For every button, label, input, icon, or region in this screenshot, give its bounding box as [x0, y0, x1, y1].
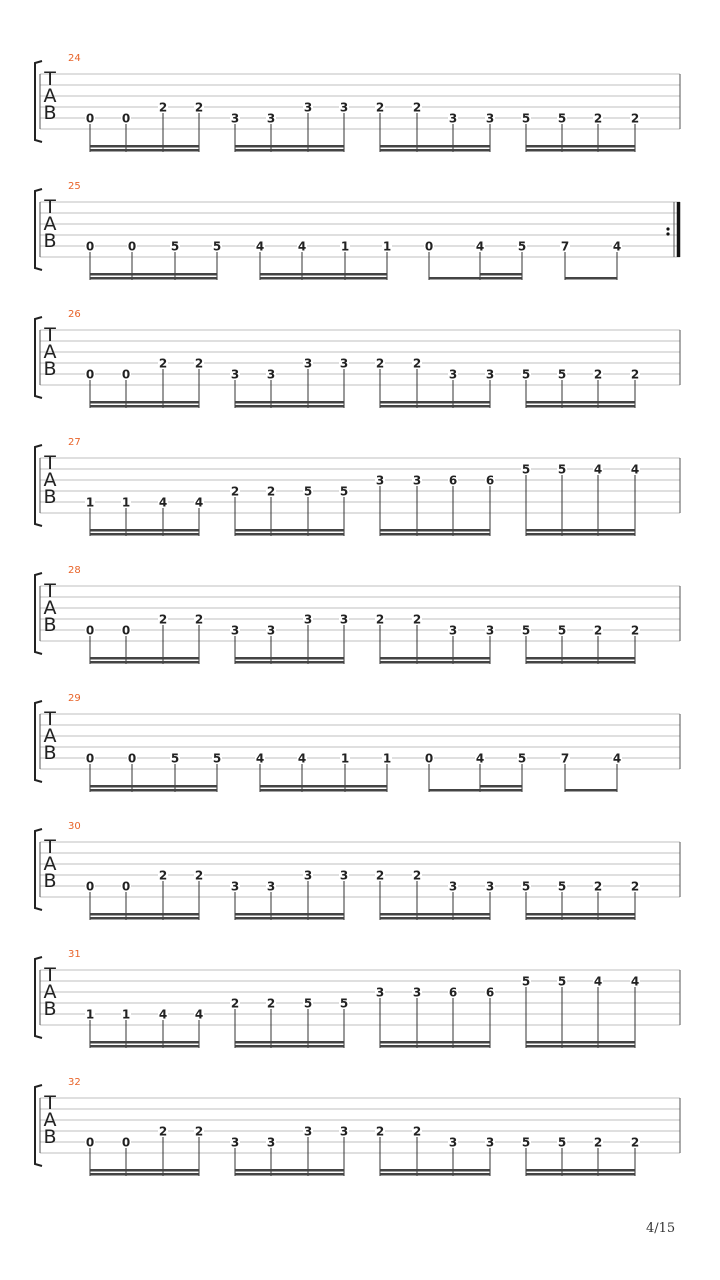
beam: [235, 917, 344, 920]
beam: [235, 149, 344, 152]
fret-number: 2: [266, 996, 276, 1011]
fret-number: 1: [121, 1007, 131, 1022]
beam: [380, 657, 490, 660]
beam: [526, 917, 635, 920]
fret-number: 2: [630, 367, 640, 382]
fret-number: 2: [412, 100, 422, 115]
beam: [235, 1173, 344, 1176]
fret-number: 3: [375, 473, 385, 488]
fret-number: 2: [158, 100, 168, 115]
fret-number: 5: [170, 239, 180, 254]
staff-bracket: [35, 957, 42, 1038]
fret-number: 4: [593, 974, 603, 989]
beam: [235, 405, 344, 408]
tab-letter: T: [44, 452, 56, 474]
fret-number: 0: [85, 1135, 95, 1150]
fret-number: 0: [121, 1135, 131, 1150]
tab-letter: A: [43, 853, 57, 875]
fret-number: 3: [485, 111, 495, 126]
fret-number: 2: [630, 623, 640, 638]
beam: [90, 1041, 199, 1044]
staff-bracket: [35, 189, 42, 270]
beam: [526, 661, 635, 664]
tab-letter: B: [43, 1126, 57, 1148]
fret-number: 5: [557, 462, 567, 477]
beam: [90, 917, 199, 920]
measure-number: 31: [68, 949, 81, 960]
fret-number: 1: [340, 239, 350, 254]
fret-number: 4: [630, 462, 640, 477]
fret-number: 2: [375, 356, 385, 371]
fret-number: 3: [266, 623, 276, 638]
fret-number: 2: [158, 868, 168, 883]
fret-number: 0: [85, 751, 95, 766]
fret-number: 2: [593, 111, 603, 126]
fret-number: 0: [85, 623, 95, 638]
fret-number: 4: [475, 751, 485, 766]
beam: [90, 149, 199, 152]
fret-number: 1: [382, 751, 392, 766]
fret-number: 2: [158, 612, 168, 627]
fret-number: 5: [557, 111, 567, 126]
fret-number: 3: [303, 612, 313, 627]
beam: [90, 533, 199, 536]
fret-number: 0: [127, 239, 137, 254]
beam: [235, 1041, 344, 1044]
fret-number: 2: [412, 612, 422, 627]
fret-number: 3: [375, 985, 385, 1000]
beam: [260, 273, 387, 276]
fret-number: 5: [303, 484, 313, 499]
fret-number: 3: [339, 356, 349, 371]
fret-number: 2: [593, 1135, 603, 1150]
staff-bracket: [35, 61, 42, 142]
beam: [90, 661, 199, 664]
fret-number: 4: [593, 462, 603, 477]
beam: [90, 529, 199, 532]
beam: [526, 533, 635, 536]
tab-letter: A: [43, 597, 57, 619]
fret-number: 0: [121, 623, 131, 638]
beam: [235, 145, 344, 148]
fret-number: 4: [612, 239, 622, 254]
fret-number: 5: [521, 462, 531, 477]
fret-number: 3: [230, 623, 240, 638]
tab-letter: T: [44, 324, 56, 346]
beam: [480, 273, 522, 276]
fret-number: 3: [230, 1135, 240, 1150]
fret-number: 5: [303, 996, 313, 1011]
tab-letter: T: [44, 708, 56, 730]
beam: [526, 913, 635, 916]
beam: [380, 401, 490, 404]
fret-number: 5: [521, 1135, 531, 1150]
beam: [90, 657, 199, 660]
fret-number: 3: [266, 111, 276, 126]
tab-letter: B: [43, 742, 57, 764]
beam: [380, 149, 490, 152]
tab-letter: T: [44, 580, 56, 602]
fret-number: 3: [339, 100, 349, 115]
staff-bracket: [35, 701, 42, 782]
staff-bracket: [35, 829, 42, 910]
beam: [429, 277, 480, 280]
beam: [235, 533, 344, 536]
beam: [90, 913, 199, 916]
fret-number: 2: [230, 484, 240, 499]
fret-number: 3: [448, 623, 458, 638]
fret-number: 2: [630, 1135, 640, 1150]
tab-letter: A: [43, 85, 57, 107]
fret-number: 3: [448, 1135, 458, 1150]
fret-number: 5: [517, 751, 527, 766]
fret-number: 2: [230, 996, 240, 1011]
fret-number: 2: [194, 1124, 204, 1139]
fret-number: 3: [230, 111, 240, 126]
tab-letter: B: [43, 870, 57, 892]
fret-number: 5: [521, 111, 531, 126]
fret-number: 4: [194, 1007, 204, 1022]
fret-number: 2: [194, 100, 204, 115]
beam: [380, 1045, 490, 1048]
beam: [526, 405, 635, 408]
beam: [429, 789, 480, 792]
fret-number: 7: [560, 751, 570, 766]
fret-number: 3: [303, 356, 313, 371]
beam: [480, 785, 522, 788]
beam: [235, 529, 344, 532]
tab-letter: T: [44, 68, 56, 90]
beam: [235, 661, 344, 664]
measure-number: 30: [68, 821, 81, 832]
beam: [90, 1045, 199, 1048]
page-number: 4/15: [646, 1221, 676, 1236]
fret-number: 5: [339, 484, 349, 499]
fret-number: 4: [612, 751, 622, 766]
fret-number: 4: [255, 239, 265, 254]
tab-letter: B: [43, 102, 57, 124]
tab-letter: T: [44, 1092, 56, 1114]
beam: [90, 789, 217, 792]
fret-number: 2: [630, 111, 640, 126]
fret-number: 4: [475, 239, 485, 254]
beam: [90, 273, 217, 276]
fret-number: 2: [412, 868, 422, 883]
tab-letter: A: [43, 981, 57, 1003]
beam: [380, 529, 490, 532]
fret-number: 3: [266, 367, 276, 382]
fret-number: 5: [521, 623, 531, 638]
beam: [526, 1041, 635, 1044]
tab-letter: T: [44, 836, 56, 858]
fret-number: 3: [412, 985, 422, 1000]
repeat-dot: [666, 227, 669, 230]
measure-number: 27: [68, 437, 81, 448]
tab-letter: B: [43, 486, 57, 508]
beam: [380, 913, 490, 916]
beam: [526, 657, 635, 660]
fret-number: 1: [121, 495, 131, 510]
fret-number: 0: [424, 239, 434, 254]
fret-number: 3: [303, 100, 313, 115]
tab-letter: A: [43, 469, 57, 491]
measure-number: 24: [68, 53, 81, 64]
fret-number: 3: [448, 879, 458, 894]
beam: [235, 657, 344, 660]
fret-number: 2: [593, 367, 603, 382]
fret-number: 3: [339, 1124, 349, 1139]
fret-number: 2: [375, 868, 385, 883]
measure-number: 25: [68, 181, 81, 192]
tab-letter: A: [43, 1109, 57, 1131]
beam: [380, 533, 490, 536]
fret-number: 0: [85, 367, 95, 382]
beam: [380, 1169, 490, 1172]
fret-number: 2: [194, 612, 204, 627]
beam: [380, 661, 490, 664]
fret-number: 3: [448, 111, 458, 126]
staff-bracket: [35, 1085, 42, 1166]
staff-bracket: [35, 317, 42, 398]
fret-number: 0: [127, 751, 137, 766]
tab-letter: B: [43, 998, 57, 1020]
fret-number: 6: [485, 473, 495, 488]
beam: [380, 1041, 490, 1044]
fret-number: 2: [194, 356, 204, 371]
fret-number: 3: [339, 868, 349, 883]
beam: [480, 789, 522, 792]
beam: [526, 401, 635, 404]
beam: [565, 277, 617, 280]
tab-letter: B: [43, 358, 57, 380]
fret-number: 4: [297, 751, 307, 766]
fret-number: 3: [339, 612, 349, 627]
beam: [380, 145, 490, 148]
fret-number: 0: [121, 367, 131, 382]
fret-number: 7: [560, 239, 570, 254]
fret-number: 0: [85, 111, 95, 126]
fret-number: 3: [266, 1135, 276, 1150]
beam: [90, 401, 199, 404]
beam: [90, 277, 217, 280]
fret-number: 3: [412, 473, 422, 488]
fret-number: 1: [382, 239, 392, 254]
fret-number: 1: [340, 751, 350, 766]
measure-number: 32: [68, 1077, 81, 1088]
fret-number: 2: [375, 612, 385, 627]
fret-number: 3: [485, 879, 495, 894]
fret-number: 2: [158, 356, 168, 371]
beam: [90, 405, 199, 408]
fret-number: 2: [593, 879, 603, 894]
fret-number: 4: [194, 495, 204, 510]
fret-number: 0: [424, 751, 434, 766]
fret-number: 6: [485, 985, 495, 1000]
fret-number: 2: [630, 879, 640, 894]
beam: [90, 785, 217, 788]
fret-number: 0: [121, 879, 131, 894]
fret-number: 2: [412, 356, 422, 371]
beam: [90, 145, 199, 148]
repeat-dot: [666, 232, 669, 235]
tab-letter: B: [43, 614, 57, 636]
measure-number: 26: [68, 309, 81, 320]
fret-number: 5: [557, 1135, 567, 1150]
beam: [260, 785, 387, 788]
fret-number: 3: [485, 367, 495, 382]
fret-number: 5: [517, 239, 527, 254]
fret-number: 5: [212, 751, 222, 766]
fret-number: 6: [448, 473, 458, 488]
fret-number: 4: [630, 974, 640, 989]
fret-number: 0: [121, 111, 131, 126]
fret-number: 5: [521, 367, 531, 382]
beam: [526, 149, 635, 152]
beam: [260, 789, 387, 792]
fret-number: 2: [158, 1124, 168, 1139]
fret-number: 2: [266, 484, 276, 499]
fret-number: 2: [412, 1124, 422, 1139]
fret-number: 3: [448, 367, 458, 382]
beam: [380, 405, 490, 408]
beam: [565, 789, 617, 792]
fret-number: 3: [485, 1135, 495, 1150]
fret-number: 5: [339, 996, 349, 1011]
fret-number: 2: [375, 100, 385, 115]
tab-letter: T: [44, 964, 56, 986]
tab-letter: T: [44, 196, 56, 218]
fret-number: 1: [85, 1007, 95, 1022]
tab-letter: B: [43, 230, 57, 252]
fret-number: 2: [375, 1124, 385, 1139]
fret-number: 0: [85, 879, 95, 894]
beam: [526, 1045, 635, 1048]
tab-letter: A: [43, 725, 57, 747]
fret-number: 3: [230, 879, 240, 894]
beam: [235, 1045, 344, 1048]
beam: [526, 1173, 635, 1176]
fret-number: 5: [521, 974, 531, 989]
fret-number: 0: [85, 239, 95, 254]
fret-number: 5: [521, 879, 531, 894]
fret-number: 3: [230, 367, 240, 382]
beam: [526, 1169, 635, 1172]
fret-number: 5: [212, 239, 222, 254]
fret-number: 5: [557, 367, 567, 382]
fret-number: 4: [158, 1007, 168, 1022]
fret-number: 5: [557, 974, 567, 989]
fret-number: 1: [85, 495, 95, 510]
fret-number: 4: [255, 751, 265, 766]
beam: [90, 1169, 199, 1172]
beam: [235, 1169, 344, 1172]
fret-number: 4: [297, 239, 307, 254]
beam: [526, 529, 635, 532]
beam: [235, 401, 344, 404]
staff-bracket: [35, 573, 42, 654]
tab-letter: A: [43, 213, 57, 235]
fret-number: 5: [557, 879, 567, 894]
fret-number: 3: [485, 623, 495, 638]
fret-number: 3: [303, 1124, 313, 1139]
measure-number: 29: [68, 693, 81, 704]
measure-number: 28: [68, 565, 81, 576]
tab-letter: A: [43, 341, 57, 363]
fret-number: 6: [448, 985, 458, 1000]
fret-number: 2: [194, 868, 204, 883]
fret-number: 2: [593, 623, 603, 638]
beam: [380, 917, 490, 920]
beam: [526, 145, 635, 148]
beam: [260, 277, 387, 280]
beam: [235, 913, 344, 916]
beam: [480, 277, 522, 280]
fret-number: 3: [303, 868, 313, 883]
beam: [380, 1173, 490, 1176]
fret-number: 5: [170, 751, 180, 766]
staff-bracket: [35, 445, 42, 526]
fret-number: 5: [557, 623, 567, 638]
fret-number: 4: [158, 495, 168, 510]
fret-number: 3: [266, 879, 276, 894]
beam: [90, 1173, 199, 1176]
